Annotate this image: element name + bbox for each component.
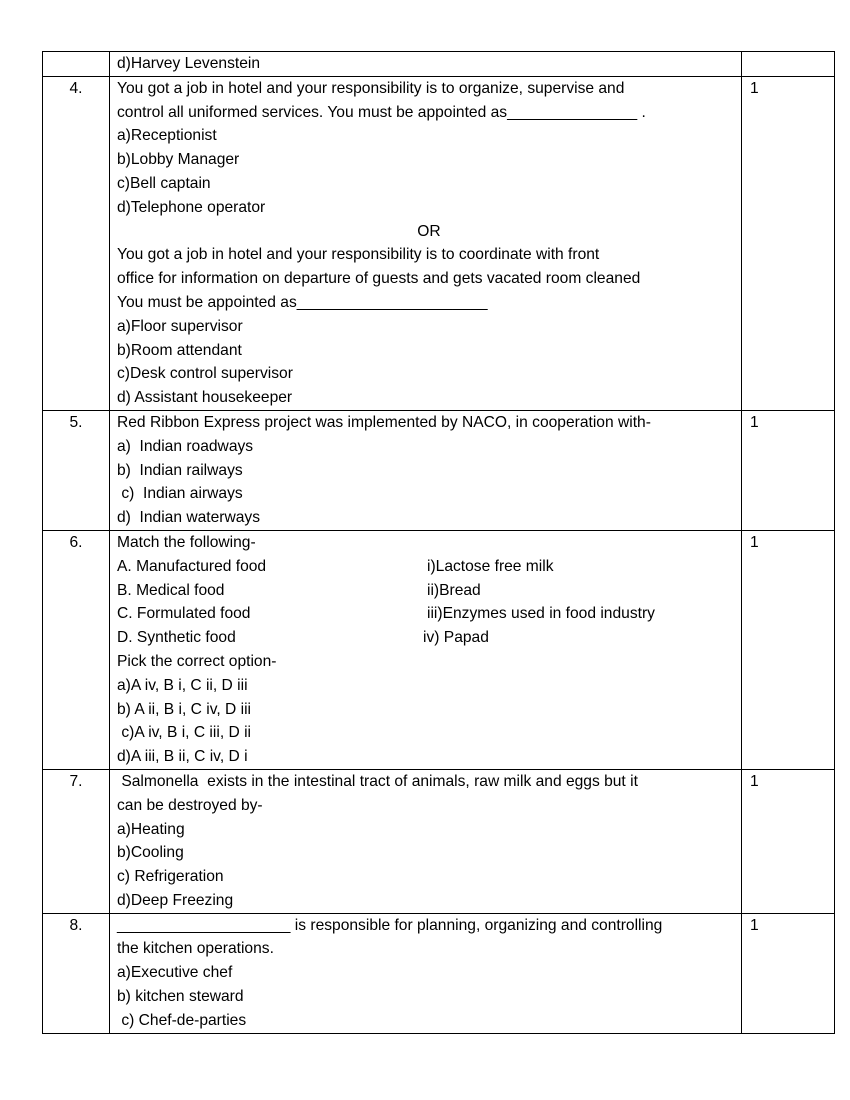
question-number: 4. bbox=[69, 79, 83, 97]
option-line: c) Refrigeration bbox=[117, 868, 224, 886]
table-row bbox=[43, 52, 835, 77]
question-mark: 1 bbox=[750, 79, 759, 97]
question-body-cell bbox=[110, 769, 742, 913]
option-line: d)Harvey Levenstein bbox=[117, 55, 261, 72]
question-number-cell bbox=[43, 52, 110, 77]
match-pair bbox=[117, 626, 741, 650]
option-line: a)A iv, B i, C ii, D iii bbox=[117, 676, 248, 694]
option-line: a)Heating bbox=[117, 820, 185, 838]
option-line: a)Receptionist bbox=[117, 127, 217, 145]
option-line: b) kitchen steward bbox=[117, 988, 244, 1006]
question-mark: 1 bbox=[750, 916, 759, 934]
question-number-cell bbox=[43, 530, 110, 769]
question-mark: 1 bbox=[750, 533, 759, 551]
match-right: iv) Papad bbox=[423, 629, 489, 647]
table-row bbox=[43, 913, 835, 1033]
question-body-cell bbox=[110, 52, 742, 77]
option-line: d) Indian waterways bbox=[117, 509, 261, 527]
table-row bbox=[43, 530, 835, 769]
option-line: a)Floor supervisor bbox=[117, 317, 243, 335]
mark-cell bbox=[742, 76, 835, 410]
question-text: office for information on departure of guests and gets vacated room cleaned bbox=[117, 270, 641, 288]
option-line: c) Indian airways bbox=[117, 485, 243, 503]
question-text: Salmonella exists in the intestinal tract of animals, raw milk and eggs but it bbox=[117, 772, 638, 790]
question-number-cell bbox=[43, 913, 110, 1033]
option-line: c)A iv, B i, C iii, D ii bbox=[117, 724, 252, 742]
option-line: d) Assistant housekeeper bbox=[117, 389, 293, 407]
match-left: D. Synthetic food bbox=[117, 629, 236, 647]
table-row bbox=[43, 769, 835, 913]
question-text: ____________________ is responsible for planning, organizing and controlling bbox=[117, 916, 663, 934]
option-line: b) A ii, B i, C iv, D iii bbox=[117, 700, 252, 718]
match-pair bbox=[117, 555, 741, 579]
question-text: You got a job in hotel and your responsibility is to coordinate with front bbox=[117, 246, 600, 264]
option-line: d)Telephone operator bbox=[117, 198, 266, 216]
question-body-cell bbox=[110, 76, 742, 410]
question-table bbox=[42, 51, 835, 1034]
match-pair bbox=[117, 602, 741, 626]
question-text: You got a job in hotel and your responsibility is to organize, supervise and bbox=[117, 79, 625, 97]
question-mark: 1 bbox=[750, 772, 759, 790]
question-body-cell bbox=[110, 410, 742, 530]
match-right: ii)Bread bbox=[427, 581, 481, 599]
match-left: C. Formulated food bbox=[117, 605, 251, 623]
match-right: i)Lactose free milk bbox=[427, 557, 554, 575]
mark-cell bbox=[742, 410, 835, 530]
question-body-cell bbox=[110, 913, 742, 1033]
option-line: a) Indian roadways bbox=[117, 437, 254, 455]
option-line: d)A iii, B ii, C iv, D i bbox=[117, 748, 248, 766]
table-row bbox=[43, 76, 835, 410]
question-text: the kitchen operations. bbox=[117, 940, 274, 958]
option-line: d)Deep Freezing bbox=[117, 891, 234, 909]
mark-cell bbox=[742, 913, 835, 1033]
match-pair bbox=[117, 579, 741, 603]
mark-cell bbox=[742, 52, 835, 77]
question-text: can be destroyed by- bbox=[117, 796, 263, 814]
option-line: c)Desk control supervisor bbox=[117, 365, 293, 383]
option-line: b) Indian railways bbox=[117, 461, 243, 479]
option-line: c)Bell captain bbox=[117, 174, 211, 192]
question-text: Red Ribbon Express project was implemented by NACO, in cooperation with- bbox=[117, 413, 651, 431]
option-line: b)Cooling bbox=[117, 844, 184, 862]
question-mark: 1 bbox=[750, 413, 759, 431]
table-row bbox=[43, 410, 835, 530]
question-number: 5. bbox=[69, 413, 83, 431]
option-line: a)Executive chef bbox=[117, 964, 233, 982]
question-text: Pick the correct option- bbox=[117, 652, 277, 670]
match-right: iii)Enzymes used in food industry bbox=[427, 605, 655, 623]
mark-cell bbox=[742, 530, 835, 769]
question-number-cell bbox=[43, 769, 110, 913]
question-text: control all uniformed services. You must be appointed as_______________ . bbox=[117, 103, 646, 121]
match-left: B. Medical food bbox=[117, 581, 225, 599]
or-separator: OR bbox=[417, 222, 441, 240]
mark-cell bbox=[742, 769, 835, 913]
option-line: b)Room attendant bbox=[117, 341, 242, 359]
question-number-cell bbox=[43, 76, 110, 410]
match-left: A. Manufactured food bbox=[117, 557, 267, 575]
option-line: b)Lobby Manager bbox=[117, 151, 240, 169]
question-text: Match the following- bbox=[117, 533, 256, 551]
question-number: 7. bbox=[69, 772, 83, 790]
question-number: 6. bbox=[69, 533, 83, 551]
question-body-cell bbox=[110, 530, 742, 769]
question-number: 8. bbox=[69, 916, 83, 934]
question-text: You must be appointed as______________________ bbox=[117, 293, 488, 311]
question-number-cell bbox=[43, 410, 110, 530]
option-line: c) Chef-de-parties bbox=[117, 1011, 247, 1029]
